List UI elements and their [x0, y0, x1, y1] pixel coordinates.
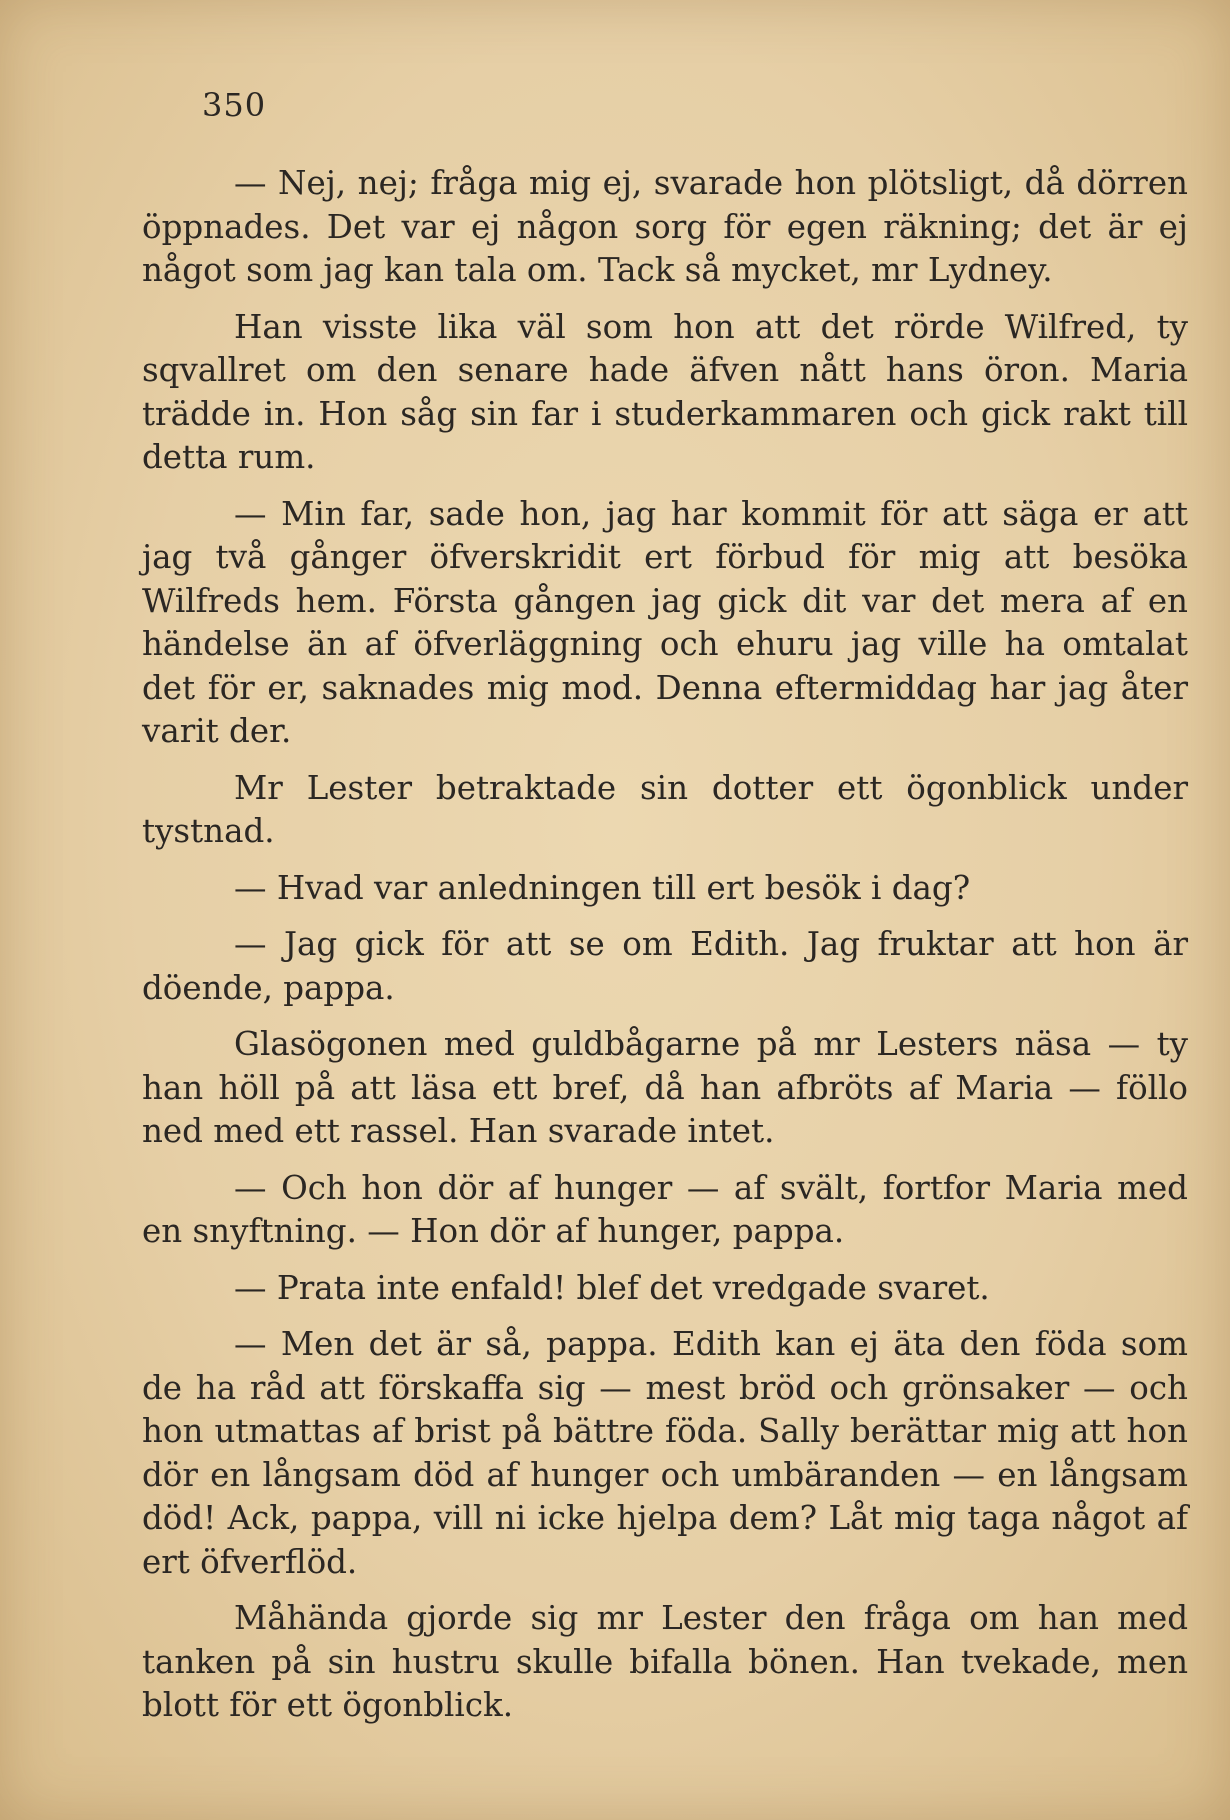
- paragraph: Glasögonen med guldbågarne på mr Lesters näsa — ty han höll på att läsa ett bref, då han afbröts af Maria — föllo ned med ett rassel. Han svarade intet.: [142, 1025, 1188, 1150]
- page-number: 350: [202, 86, 267, 124]
- paragraph: — Prata inte enfald! blef det vredgade svaret.: [234, 1268, 990, 1307]
- paragraph: — Hvad var anledningen till ert besök i dag?: [234, 868, 971, 907]
- paragraph: Han visste lika väl som hon att det rörde Wilfred, ty sqvallret om den senare hade äfven nått hans öron. Maria trädde in. Hon såg sin far i studerkammaren och gick rakt till detta rum.: [142, 307, 1188, 476]
- paragraph: — Min far, sade hon, jag har kommit för att säga er att jag två gånger öfverskridit ert förbud för mig att besöka Wilfreds hem. Första gången jag gick dit var det mera af en händelse än af öfverläggning och ehuru jag ville ha omtalat det för er, saknades mig mod. Denna eftermiddag har jag åter varit der.: [142, 494, 1188, 750]
- paragraph: — Nej, nej; fråga mig ej, svarade hon plötsligt, då dörren öppnades. Det var ej någon sorg för egen räkning; det är ej något som jag kan tala om. Tack så mycket, mr Lydney.: [142, 164, 1188, 289]
- paragraph: — Men det är så, pappa. Edith kan ej äta den föda som de ha råd att förskaffa sig — mest bröd och grönsaker — och hon utmattas af brist på bättre föda. Sally berättar mig att hon dör en långsam död af hunger och umbäranden — en långsam död! Ack, pappa, vill ni icke hjelpa dem? Låt mig taga något af ert öfverflöd.: [142, 1325, 1188, 1581]
- body-text: [142, 162, 1188, 1741]
- paragraph: Måhända gjorde sig mr Lester den fråga om han med tanken på sin hustru skulle bifalla bönen. Han tvekade, men blott för ett ögonblick.: [142, 1599, 1188, 1724]
- paragraph: — Jag gick för att se om Edith. Jag fruktar att hon är döende, pappa.: [142, 925, 1188, 1007]
- paragraph: — Och hon dör af hunger — af svält, fortfor Maria med en snyftning. — Hon dör af hunger, pappa.: [142, 1168, 1188, 1250]
- paragraph: Mr Lester betraktade sin dotter ett ögonblick under tystnad.: [142, 768, 1188, 850]
